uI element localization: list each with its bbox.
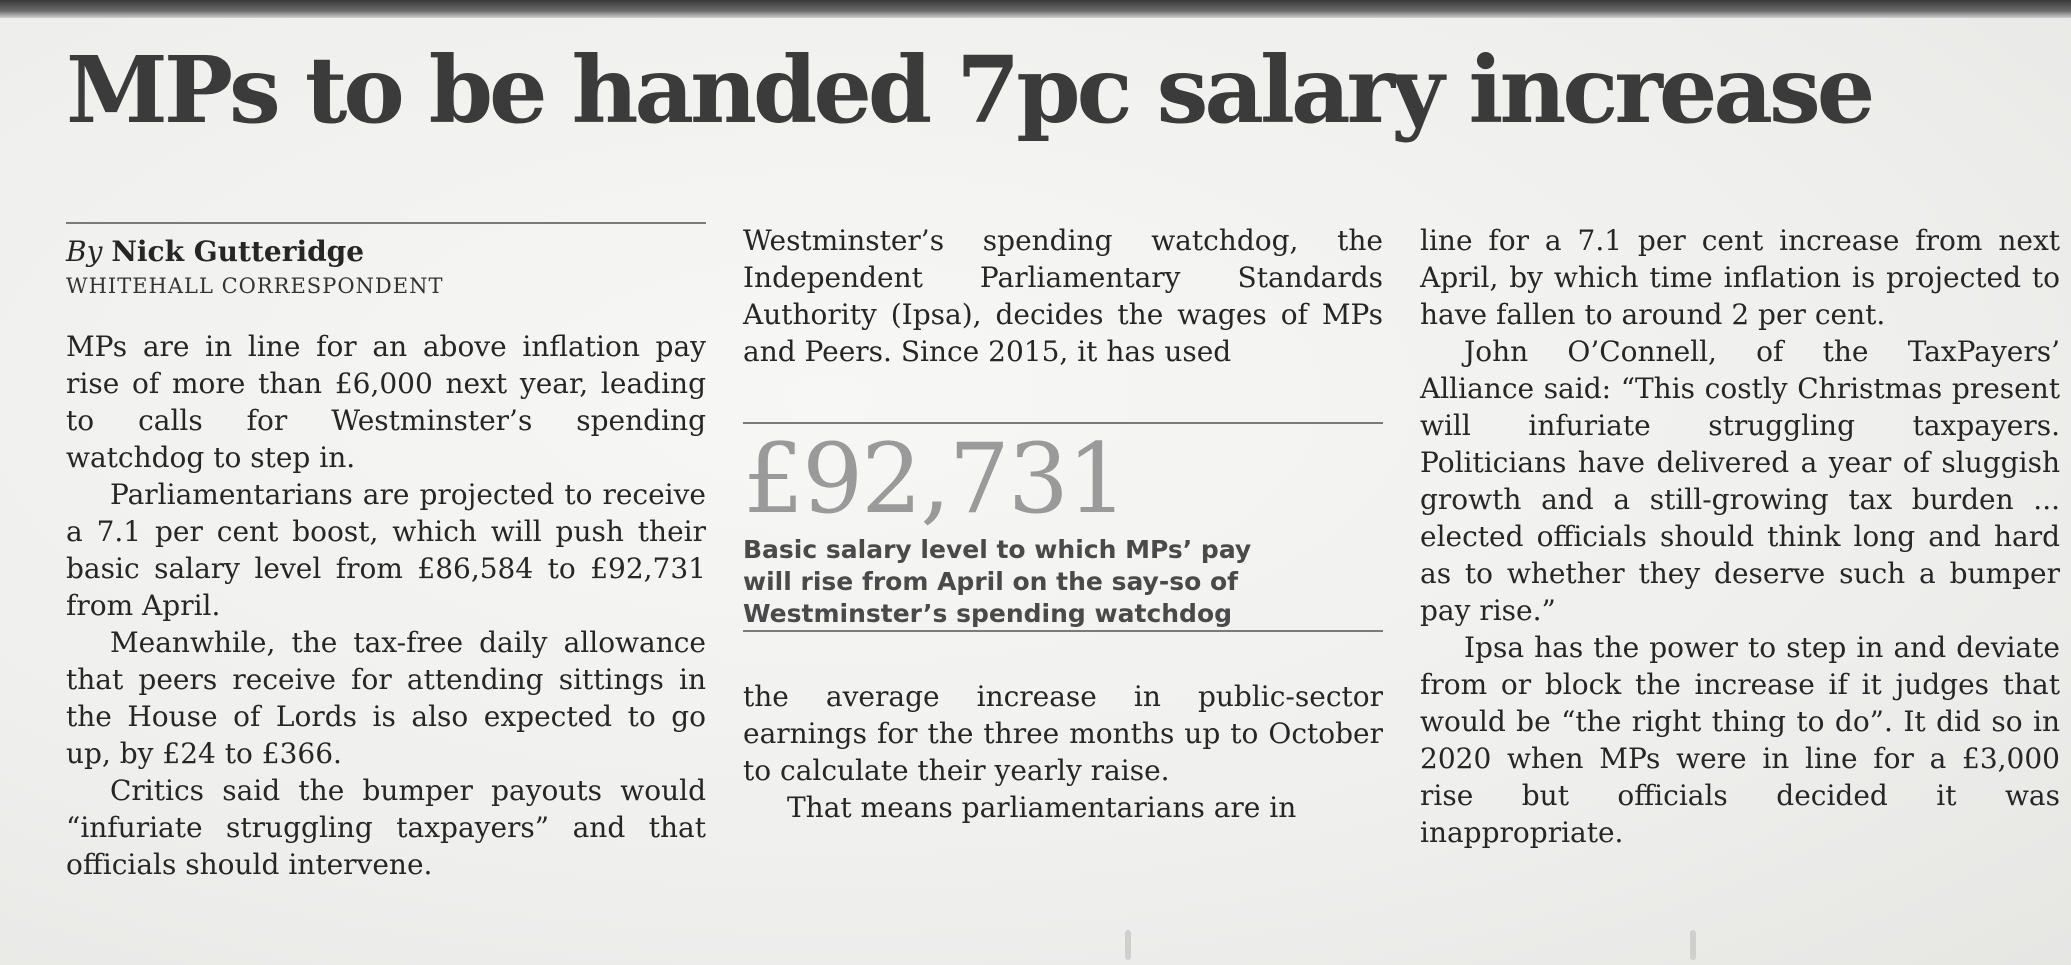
pull-quote xyxy=(743,404,1383,632)
pull-quote-bottom-rule xyxy=(743,630,1383,632)
article-column-1 xyxy=(66,222,706,883)
paper-crease-mark xyxy=(1690,930,1696,960)
article-column-3 xyxy=(1420,222,2060,851)
paragraph: the average increase in public-sector earnings for the three months up to October to calculate their yearly raise. xyxy=(743,680,1383,787)
paragraph: Ipsa has the power to step in and deviate from or block the increase if it judges that would be “the right thing to do”. It did so in 2020 when MPs were in line for a £3,000 rise but officials decided it was inappropriate. xyxy=(1420,631,2060,849)
paragraph: That means parliamentarians are in xyxy=(787,791,1297,824)
byline-block xyxy=(66,224,706,302)
pull-quote-figure: £92,731 xyxy=(743,423,1126,535)
paragraph: line for a 7.1 per cent increase from next April, by which time inflation is projected to have fallen to around 2 per cent. xyxy=(1420,224,2060,331)
paragraph: Parliamentarians are projected to receive a 7.1 per cent boost, which will push their basic salary level from £86,584 to £92,731 from April. xyxy=(66,478,706,622)
author-role: WHITEHALL CORRESPONDENT xyxy=(66,274,444,298)
byline xyxy=(66,234,706,270)
pull-quote-caption: Basic salary level to which MPs’ pay will rise from April on the say-so of Westminster’s spending watchdog xyxy=(743,535,1252,628)
paragraph: Westminster’s spending watchdog, the Independent Parliamentary Standards Authority (Ipsa), decides the wages of MPs and Peers. Since 2015, it has used xyxy=(743,224,1383,368)
byline-prefix: By xyxy=(66,235,103,268)
article-column-2 xyxy=(743,222,1383,826)
paper-crease-mark xyxy=(1125,930,1131,960)
author-name: Nick Gutteridge xyxy=(111,235,365,268)
paragraph: Critics said the bumper payouts would “infuriate struggling taxpayers” and that officials should intervene. xyxy=(66,774,706,881)
headline: MPs to be handed 7pc salary increase xyxy=(66,36,1872,144)
paragraph: John O’Connell, of the TaxPayers’ Alliance said: “This costly Christmas present will infuriate struggling taxpayers. Politicians have delivered a year of sluggish growth and a still-growing tax burden ... elected officials should think long and hard as to whether they deserve such a bumper pay rise.” xyxy=(1420,335,2060,627)
paragraph: Meanwhile, the tax-free daily allowance that peers receive for attending sittings in the House of Lords is also expected to go up, by £24 to £366. xyxy=(66,626,706,770)
scan-top-edge xyxy=(0,0,2071,18)
paragraph: MPs are in line for an above inflation pay rise of more than £6,000 next year, leading to calls for Westminster’s spending watchdog to step in. xyxy=(66,330,706,474)
